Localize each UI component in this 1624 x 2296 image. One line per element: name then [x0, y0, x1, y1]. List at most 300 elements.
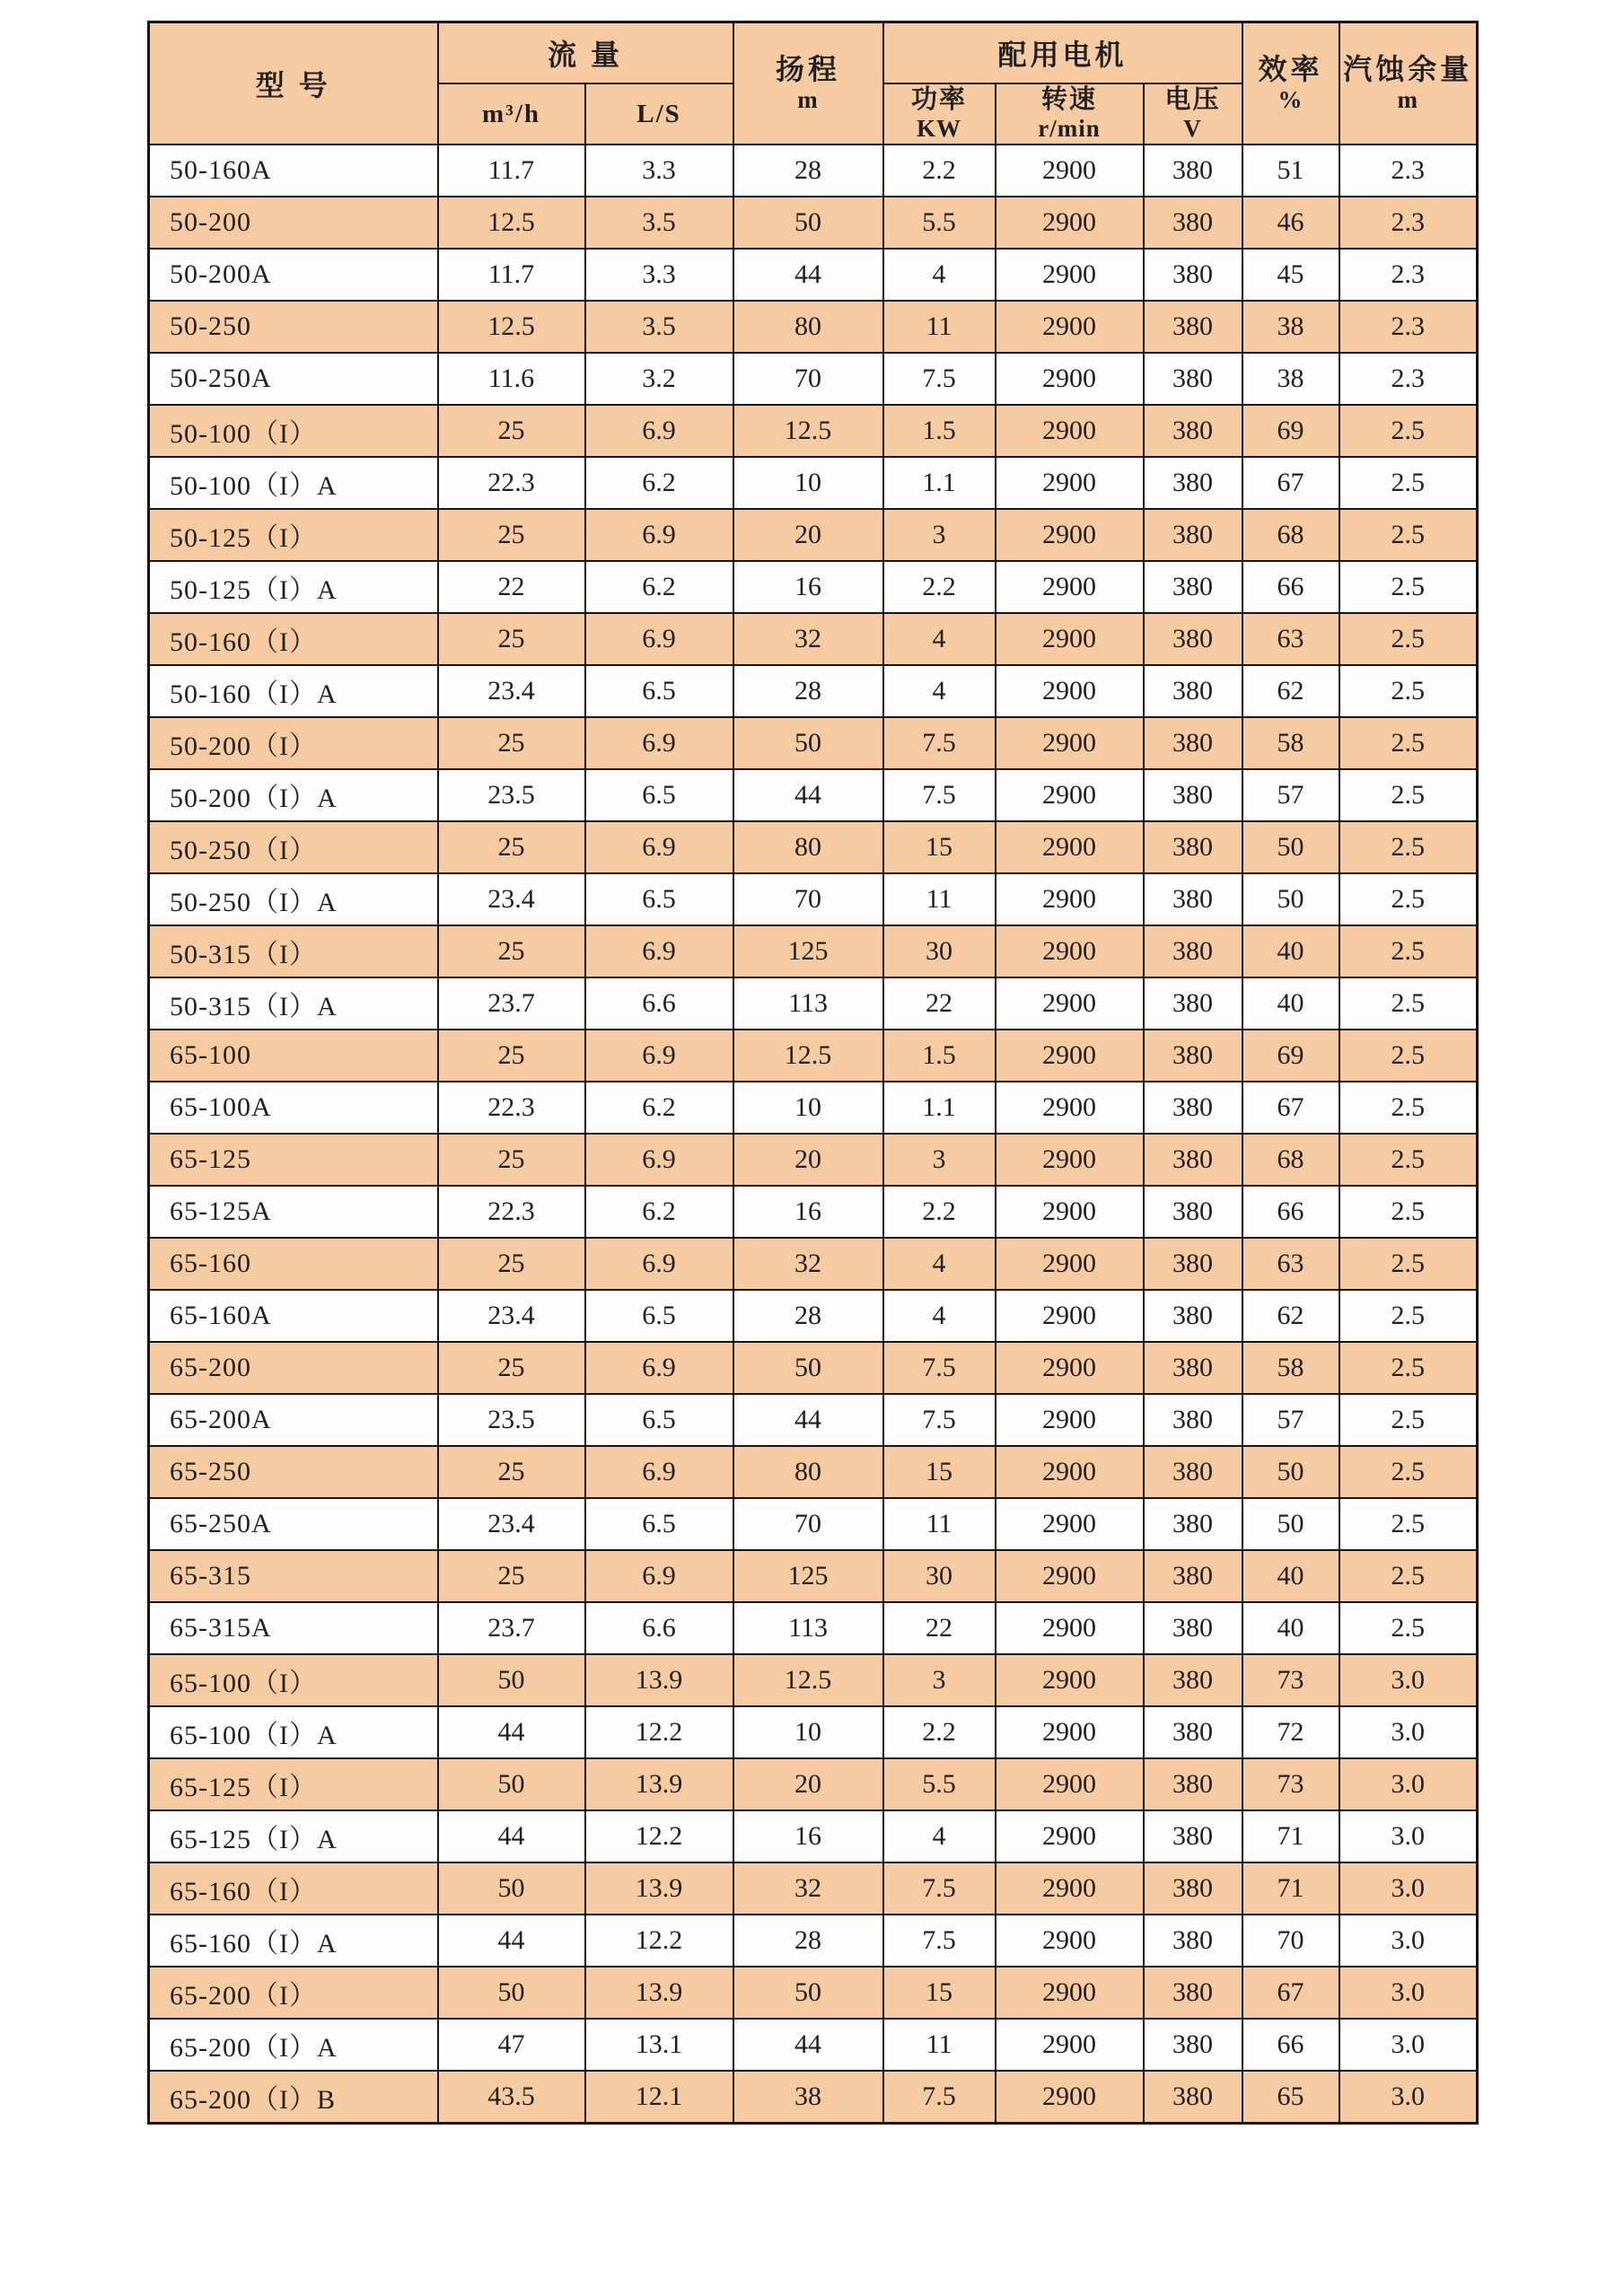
- speed-cell: 2900: [996, 1967, 1144, 2019]
- header-voltage-label: 电压: [1164, 84, 1221, 114]
- power-cell: 7.5: [883, 2071, 996, 2124]
- efficiency-cell: 58: [1242, 717, 1339, 769]
- model-cell: 65-200（I）A: [149, 2019, 438, 2071]
- voltage-cell: 380: [1144, 1082, 1242, 1134]
- voltage-cell: 380: [1144, 353, 1242, 405]
- flow-m3h-cell: 23.4: [438, 1290, 585, 1342]
- voltage-cell: 380: [1144, 1862, 1242, 1915]
- efficiency-cell: 57: [1242, 769, 1339, 821]
- flow-m3h-cell: 50: [438, 1862, 585, 1915]
- table-row: [149, 457, 1478, 509]
- head-cell: 12.5: [733, 1030, 883, 1082]
- voltage-cell: 380: [1144, 1498, 1242, 1550]
- head-cell: 44: [733, 2019, 883, 2071]
- npsh-cell: 2.5: [1339, 1602, 1478, 1654]
- model-cell: 65-125: [149, 1134, 438, 1186]
- power-cell: 2.2: [883, 1186, 996, 1238]
- speed-cell: 2900: [996, 197, 1144, 249]
- npsh-cell: 2.5: [1339, 925, 1478, 977]
- efficiency-cell: 40: [1242, 1602, 1339, 1654]
- table-row: [149, 405, 1478, 457]
- speed-cell: 2900: [996, 509, 1144, 561]
- flow-ls-cell: 6.2: [585, 1082, 733, 1134]
- flow-m3h-cell: 25: [438, 613, 585, 665]
- npsh-cell: 2.5: [1339, 457, 1478, 509]
- npsh-cell: 2.3: [1339, 301, 1478, 353]
- npsh-cell: 3.0: [1339, 1967, 1478, 2019]
- header-efficiency-unit: %: [1277, 85, 1304, 113]
- flow-m3h-cell: 44: [438, 1915, 585, 1967]
- speed-cell: 2900: [996, 1862, 1144, 1915]
- voltage-cell: 380: [1144, 2019, 1242, 2071]
- speed-cell: 2900: [996, 1134, 1144, 1186]
- model-cell: 50-125（I）: [149, 509, 438, 561]
- flow-ls-cell: 6.2: [585, 1186, 733, 1238]
- voltage-cell: 380: [1144, 665, 1242, 717]
- power-cell: 4: [883, 1238, 996, 1290]
- flow-ls-cell: 6.9: [585, 405, 733, 457]
- npsh-cell: 2.5: [1339, 769, 1478, 821]
- efficiency-cell: 62: [1242, 665, 1339, 717]
- flow-m3h-cell: 25: [438, 1550, 585, 1602]
- npsh-cell: 2.3: [1339, 197, 1478, 249]
- efficiency-cell: 71: [1242, 1810, 1339, 1862]
- flow-ls-cell: 6.5: [585, 1498, 733, 1550]
- efficiency-cell: 69: [1242, 1030, 1339, 1082]
- speed-cell: 2900: [996, 2071, 1144, 2124]
- flow-ls-cell: 6.9: [585, 1134, 733, 1186]
- power-cell: 15: [883, 1967, 996, 2019]
- model-cell: 50-160（I）: [149, 613, 438, 665]
- flow-ls-cell: 6.5: [585, 1290, 733, 1342]
- head-cell: 80: [733, 1446, 883, 1498]
- efficiency-cell: 69: [1242, 405, 1339, 457]
- model-cell: 50-250（I）: [149, 821, 438, 873]
- model-cell: 65-100A: [149, 1082, 438, 1134]
- power-cell: 22: [883, 1602, 996, 1654]
- speed-cell: 2900: [996, 2019, 1144, 2071]
- flow-ls-cell: 13.9: [585, 1758, 733, 1810]
- model-cell: 65-125A: [149, 1186, 438, 1238]
- head-cell: 113: [733, 977, 883, 1030]
- speed-cell: 2900: [996, 145, 1144, 197]
- flow-ls-cell: 3.3: [585, 145, 733, 197]
- flow-m3h-cell: 23.7: [438, 977, 585, 1030]
- flow-m3h-cell: 50: [438, 1758, 585, 1810]
- power-cell: 4: [883, 665, 996, 717]
- power-cell: 15: [883, 1446, 996, 1498]
- table-row: [149, 2071, 1478, 2124]
- flow-m3h-cell: 22.3: [438, 457, 585, 509]
- model-cell: 65-200: [149, 1342, 438, 1394]
- header-speed: [996, 83, 1144, 145]
- speed-cell: 2900: [996, 873, 1144, 925]
- power-cell: 5.5: [883, 197, 996, 249]
- head-cell: 16: [733, 1810, 883, 1862]
- head-cell: 50: [733, 1342, 883, 1394]
- table-row: [149, 2019, 1478, 2071]
- power-cell: 11: [883, 1498, 996, 1550]
- voltage-cell: 380: [1144, 1238, 1242, 1290]
- table-row: [149, 301, 1478, 353]
- model-cell: 65-160（I）: [149, 1862, 438, 1915]
- flow-ls-cell: 6.9: [585, 925, 733, 977]
- model-cell: 50-200（I）: [149, 717, 438, 769]
- head-cell: 70: [733, 873, 883, 925]
- npsh-cell: 3.0: [1339, 1862, 1478, 1915]
- npsh-cell: 2.5: [1339, 1498, 1478, 1550]
- npsh-cell: 2.3: [1339, 353, 1478, 405]
- table-row: [149, 873, 1478, 925]
- efficiency-cell: 71: [1242, 1862, 1339, 1915]
- voltage-cell: 380: [1144, 613, 1242, 665]
- npsh-cell: 3.0: [1339, 1915, 1478, 1967]
- flow-m3h-cell: 25: [438, 1030, 585, 1082]
- header-flow-group: 流 量: [438, 22, 733, 84]
- flow-ls-cell: 6.9: [585, 1238, 733, 1290]
- header-power-label: 功率: [911, 84, 968, 114]
- head-cell: 28: [733, 145, 883, 197]
- efficiency-cell: 58: [1242, 1342, 1339, 1394]
- header-efficiency-label: 效率: [1258, 53, 1323, 86]
- flow-m3h-cell: 11.6: [438, 353, 585, 405]
- head-cell: 16: [733, 561, 883, 613]
- npsh-cell: 2.5: [1339, 1030, 1478, 1082]
- npsh-cell: 3.0: [1339, 1706, 1478, 1758]
- voltage-cell: 380: [1144, 1810, 1242, 1862]
- speed-cell: 2900: [996, 457, 1144, 509]
- flow-m3h-cell: 25: [438, 821, 585, 873]
- voltage-cell: 380: [1144, 1550, 1242, 1602]
- efficiency-cell: 50: [1242, 1446, 1339, 1498]
- header-voltage: [1144, 83, 1242, 145]
- efficiency-cell: 63: [1242, 613, 1339, 665]
- voltage-cell: 380: [1144, 509, 1242, 561]
- efficiency-cell: 38: [1242, 353, 1339, 405]
- flow-ls-cell: 6.2: [585, 457, 733, 509]
- head-cell: 20: [733, 509, 883, 561]
- power-cell: 3: [883, 509, 996, 561]
- header-model: 型 号: [149, 22, 438, 145]
- efficiency-cell: 46: [1242, 197, 1339, 249]
- flow-m3h-cell: 25: [438, 1446, 585, 1498]
- model-cell: 50-250A: [149, 353, 438, 405]
- voltage-cell: 380: [1144, 197, 1242, 249]
- npsh-cell: 2.3: [1339, 249, 1478, 301]
- efficiency-cell: 67: [1242, 457, 1339, 509]
- efficiency-cell: 72: [1242, 1706, 1339, 1758]
- power-cell: 7.5: [883, 1342, 996, 1394]
- power-cell: 15: [883, 821, 996, 873]
- head-cell: 32: [733, 1238, 883, 1290]
- power-cell: 11: [883, 873, 996, 925]
- header-speed-unit: r/min: [1038, 115, 1101, 143]
- speed-cell: 2900: [996, 1082, 1144, 1134]
- flow-ls-cell: 6.2: [585, 561, 733, 613]
- speed-cell: 2900: [996, 561, 1144, 613]
- table-row: [149, 1238, 1478, 1290]
- voltage-cell: 380: [1144, 1394, 1242, 1446]
- pump-table-body: [149, 145, 1478, 2124]
- power-cell: 4: [883, 249, 996, 301]
- table-row: [149, 1030, 1478, 1082]
- flow-m3h-cell: 22.3: [438, 1082, 585, 1134]
- head-cell: 28: [733, 665, 883, 717]
- model-cell: 65-160: [149, 1238, 438, 1290]
- speed-cell: 2900: [996, 717, 1144, 769]
- voltage-cell: 380: [1144, 769, 1242, 821]
- flow-ls-cell: 13.9: [585, 1654, 733, 1706]
- power-cell: 22: [883, 977, 996, 1030]
- speed-cell: 2900: [996, 1810, 1144, 1862]
- header-head-label: 扬程: [776, 53, 841, 86]
- voltage-cell: 380: [1144, 2071, 1242, 2124]
- speed-cell: 2900: [996, 613, 1144, 665]
- pump-spec-table: [147, 21, 1479, 2125]
- head-cell: 10: [733, 1706, 883, 1758]
- table-row: [149, 1967, 1478, 2019]
- table-row: [149, 1082, 1478, 1134]
- power-cell: 3: [883, 1654, 996, 1706]
- flow-m3h-cell: 12.5: [438, 197, 585, 249]
- head-cell: 12.5: [733, 405, 883, 457]
- table-row: [149, 1134, 1478, 1186]
- header-npsh-unit: m: [1397, 85, 1419, 113]
- table-row: [149, 197, 1478, 249]
- speed-cell: 2900: [996, 821, 1144, 873]
- voltage-cell: 380: [1144, 405, 1242, 457]
- speed-cell: 2900: [996, 925, 1144, 977]
- speed-cell: 2900: [996, 1915, 1144, 1967]
- power-cell: 7.5: [883, 769, 996, 821]
- efficiency-cell: 67: [1242, 1967, 1339, 2019]
- head-cell: 12.5: [733, 1654, 883, 1706]
- power-cell: 30: [883, 1550, 996, 1602]
- model-cell: 50-250（I）A: [149, 873, 438, 925]
- header-power: [883, 83, 996, 145]
- flow-m3h-cell: 23.5: [438, 1394, 585, 1446]
- header-flow-m3h: m³/h: [438, 83, 585, 145]
- efficiency-cell: 65: [1242, 2071, 1339, 2124]
- power-cell: 1.5: [883, 1030, 996, 1082]
- efficiency-cell: 73: [1242, 1758, 1339, 1810]
- header-efficiency: [1242, 22, 1339, 145]
- speed-cell: 2900: [996, 1394, 1144, 1446]
- flow-ls-cell: 6.5: [585, 1394, 733, 1446]
- voltage-cell: 380: [1144, 561, 1242, 613]
- flow-ls-cell: 6.9: [585, 1446, 733, 1498]
- voltage-cell: 380: [1144, 1186, 1242, 1238]
- flow-ls-cell: 6.9: [585, 613, 733, 665]
- voltage-cell: 380: [1144, 717, 1242, 769]
- speed-cell: 2900: [996, 1342, 1144, 1394]
- flow-m3h-cell: 23.4: [438, 873, 585, 925]
- model-cell: 50-200（I）A: [149, 769, 438, 821]
- efficiency-cell: 50: [1242, 1498, 1339, 1550]
- head-cell: 80: [733, 301, 883, 353]
- table-row: [149, 665, 1478, 717]
- head-cell: 28: [733, 1915, 883, 1967]
- flow-m3h-cell: 44: [438, 1810, 585, 1862]
- npsh-cell: 3.0: [1339, 1758, 1478, 1810]
- npsh-cell: 2.5: [1339, 717, 1478, 769]
- head-cell: 44: [733, 249, 883, 301]
- header-motor-group: 配用电机: [883, 22, 1242, 84]
- model-cell: 50-160（I）A: [149, 665, 438, 717]
- efficiency-cell: 57: [1242, 1394, 1339, 1446]
- efficiency-cell: 66: [1242, 1186, 1339, 1238]
- efficiency-cell: 40: [1242, 977, 1339, 1030]
- flow-ls-cell: 3.5: [585, 197, 733, 249]
- voltage-cell: 380: [1144, 873, 1242, 925]
- speed-cell: 2900: [996, 665, 1144, 717]
- header-head: [733, 22, 883, 145]
- head-cell: 20: [733, 1134, 883, 1186]
- efficiency-cell: 67: [1242, 1082, 1339, 1134]
- model-cell: 50-160A: [149, 145, 438, 197]
- table-row: [149, 1550, 1478, 1602]
- flow-ls-cell: 3.5: [585, 301, 733, 353]
- head-cell: 70: [733, 353, 883, 405]
- npsh-cell: 2.5: [1339, 613, 1478, 665]
- table-row: [149, 1394, 1478, 1446]
- table-row: [149, 1342, 1478, 1394]
- npsh-cell: 2.5: [1339, 561, 1478, 613]
- power-cell: 11: [883, 301, 996, 353]
- voltage-cell: 380: [1144, 821, 1242, 873]
- flow-ls-cell: 6.9: [585, 1030, 733, 1082]
- npsh-cell: 2.5: [1339, 405, 1478, 457]
- speed-cell: 2900: [996, 769, 1144, 821]
- model-cell: 65-100（I）A: [149, 1706, 438, 1758]
- power-cell: 7.5: [883, 717, 996, 769]
- flow-ls-cell: 6.9: [585, 717, 733, 769]
- voltage-cell: 380: [1144, 457, 1242, 509]
- model-cell: 65-160（I）A: [149, 1915, 438, 1967]
- head-cell: 16: [733, 1186, 883, 1238]
- npsh-cell: 2.5: [1339, 1446, 1478, 1498]
- speed-cell: 2900: [996, 1602, 1144, 1654]
- speed-cell: 2900: [996, 977, 1144, 1030]
- power-cell: 7.5: [883, 353, 996, 405]
- voltage-cell: 380: [1144, 1967, 1242, 2019]
- header-speed-label: 转速: [1041, 84, 1098, 114]
- speed-cell: 2900: [996, 1654, 1144, 1706]
- model-cell: 50-200: [149, 197, 438, 249]
- speed-cell: 2900: [996, 1290, 1144, 1342]
- npsh-cell: 2.5: [1339, 665, 1478, 717]
- table-row: [149, 249, 1478, 301]
- flow-m3h-cell: 23.5: [438, 769, 585, 821]
- power-cell: 3: [883, 1134, 996, 1186]
- model-cell: 65-250: [149, 1446, 438, 1498]
- speed-cell: 2900: [996, 1550, 1144, 1602]
- power-cell: 2.2: [883, 561, 996, 613]
- header-group-row: [149, 22, 1478, 84]
- npsh-cell: 3.0: [1339, 1654, 1478, 1706]
- npsh-cell: 2.3: [1339, 145, 1478, 197]
- voltage-cell: 380: [1144, 1706, 1242, 1758]
- model-cell: 65-160A: [149, 1290, 438, 1342]
- head-cell: 50: [733, 197, 883, 249]
- voltage-cell: 380: [1144, 925, 1242, 977]
- head-cell: 125: [733, 925, 883, 977]
- table-row: [149, 1290, 1478, 1342]
- power-cell: 5.5: [883, 1758, 996, 1810]
- flow-m3h-cell: 23.7: [438, 1602, 585, 1654]
- flow-m3h-cell: 25: [438, 405, 585, 457]
- table-row: [149, 1498, 1478, 1550]
- head-cell: 32: [733, 613, 883, 665]
- voltage-cell: 380: [1144, 1290, 1242, 1342]
- speed-cell: 2900: [996, 1498, 1144, 1550]
- flow-ls-cell: 6.9: [585, 509, 733, 561]
- speed-cell: 2900: [996, 1446, 1144, 1498]
- flow-m3h-cell: 22.3: [438, 1186, 585, 1238]
- model-cell: 50-100（I）: [149, 405, 438, 457]
- table-row: [149, 1186, 1478, 1238]
- head-cell: 80: [733, 821, 883, 873]
- flow-ls-cell: 3.2: [585, 353, 733, 405]
- model-cell: 65-100: [149, 1030, 438, 1082]
- npsh-cell: 2.5: [1339, 509, 1478, 561]
- npsh-cell: 3.0: [1339, 1810, 1478, 1862]
- voltage-cell: 380: [1144, 1602, 1242, 1654]
- efficiency-cell: 68: [1242, 509, 1339, 561]
- flow-ls-cell: 13.9: [585, 1862, 733, 1915]
- head-cell: 38: [733, 2071, 883, 2124]
- voltage-cell: 380: [1144, 249, 1242, 301]
- efficiency-cell: 62: [1242, 1290, 1339, 1342]
- table-row: [149, 1758, 1478, 1810]
- efficiency-cell: 45: [1242, 249, 1339, 301]
- flow-ls-cell: 6.9: [585, 1550, 733, 1602]
- npsh-cell: 2.5: [1339, 1134, 1478, 1186]
- flow-m3h-cell: 12.5: [438, 301, 585, 353]
- npsh-cell: 2.5: [1339, 1186, 1478, 1238]
- flow-m3h-cell: 25: [438, 509, 585, 561]
- npsh-cell: 2.5: [1339, 873, 1478, 925]
- flow-ls-cell: 6.9: [585, 821, 733, 873]
- power-cell: 1.1: [883, 457, 996, 509]
- voltage-cell: 380: [1144, 145, 1242, 197]
- npsh-cell: 2.5: [1339, 1342, 1478, 1394]
- efficiency-cell: 50: [1242, 821, 1339, 873]
- flow-ls-cell: 6.6: [585, 977, 733, 1030]
- head-cell: 44: [733, 1394, 883, 1446]
- model-cell: 65-250A: [149, 1498, 438, 1550]
- table-row: [149, 1862, 1478, 1915]
- power-cell: 7.5: [883, 1915, 996, 1967]
- flow-m3h-cell: 25: [438, 1238, 585, 1290]
- speed-cell: 2900: [996, 1758, 1144, 1810]
- table-header: [149, 22, 1478, 145]
- model-cell: 65-315: [149, 1550, 438, 1602]
- head-cell: 125: [733, 1550, 883, 1602]
- table-row: [149, 561, 1478, 613]
- flow-ls-cell: 12.2: [585, 1810, 733, 1862]
- table-row: [149, 717, 1478, 769]
- voltage-cell: 380: [1144, 1446, 1242, 1498]
- flow-ls-cell: 13.1: [585, 2019, 733, 2071]
- table-row: [149, 1915, 1478, 1967]
- flow-m3h-cell: 23.4: [438, 665, 585, 717]
- table-row: [149, 1810, 1478, 1862]
- npsh-cell: 2.5: [1339, 1238, 1478, 1290]
- table-row: [149, 1654, 1478, 1706]
- efficiency-cell: 66: [1242, 561, 1339, 613]
- head-cell: 32: [733, 1862, 883, 1915]
